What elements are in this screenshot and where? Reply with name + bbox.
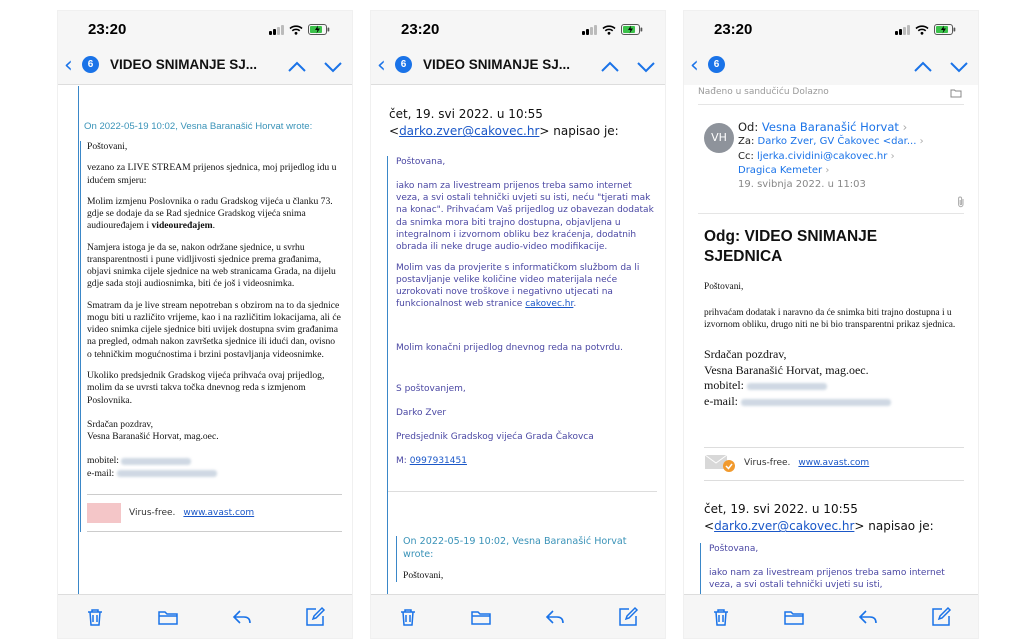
- to-recipients[interactable]: Darko Zver, GV Čakovec <dar...: [757, 136, 917, 148]
- mail-nav-bar: [58, 47, 352, 85]
- cc-recipient-1[interactable]: ljerka.cividini@cakovec.hr: [757, 150, 888, 162]
- thread-title: VIDEO SNIMANJE SJ...: [423, 57, 571, 72]
- thread-title: VIDEO SNIMANJE SJ...: [110, 57, 258, 72]
- battery-charging-icon: [308, 24, 330, 35]
- sender-email-link[interactable]: darko.zver@cakovec.hr: [399, 124, 540, 139]
- compose-icon[interactable]: [930, 606, 952, 628]
- quote-header: On 2022-05-19 10:02, Vesna Baranašić Horvat wrote:: [84, 121, 313, 132]
- avast-link[interactable]: www.avast.com: [183, 507, 255, 518]
- sender-name: Darko Zver: [396, 407, 447, 418]
- signature: Vesna Baranašić Horvat, mag.oec.: [704, 362, 869, 377]
- trash-icon[interactable]: [710, 606, 732, 628]
- sender-role: Predsjednik Gradskog vijeća Grada Čakovca: [396, 431, 594, 442]
- status-icons: [582, 24, 643, 35]
- previous-message-icon[interactable]: [914, 61, 932, 73]
- message-body: [371, 86, 665, 594]
- back-chevron-icon[interactable]: ‹: [377, 53, 386, 78]
- reply-date-line: čet, 19. svi 2022. u 10:55: [389, 107, 543, 121]
- phone-link[interactable]: 0997931451: [409, 456, 467, 467]
- closing: S poštovanjem,: [396, 383, 466, 394]
- previous-message-icon[interactable]: [288, 61, 306, 73]
- paragraph: Namjera istoga je da se, nakon održane sjednice, u svrhu transparentnosti i pune vidljivosti sjednice prema građanima, objavi snimka cijele sjednice na web stranicama Grada, na dijelu gdje sada stoji audiosnimka, biti će još i videosnimka.: [87, 241, 336, 290]
- reply-sender-line: <darko.zver@cakovec.hr> napisao je:: [389, 124, 619, 139]
- paragraph: Molim vas da provjerite s informatičkom službom da li postavljanje velike količine video materijala neće uzrokovati nove troškove i negativno utjecati na funkcionalnost web stranice cakovec.hr.: [396, 262, 640, 310]
- status-icons: [895, 24, 956, 35]
- greeting: Poštovana,: [709, 544, 759, 554]
- unread-count-badge[interactable]: 6: [708, 56, 725, 73]
- trash-icon[interactable]: [84, 606, 106, 628]
- closing: Srdačan pozdrav,: [87, 418, 153, 430]
- reply-icon[interactable]: [231, 606, 253, 628]
- header-details: Od: Vesna Baranašić Horvat › Za: Darko Zver, GV Čakovec <dar... › Cc: ljerka.cividini@cakovec.hr › Dragica Kemeter › 19. svibnja 2022. u 11:03: [738, 119, 966, 192]
- next-message-icon[interactable]: [637, 61, 655, 73]
- greeting: Poštovani,: [87, 141, 128, 152]
- wifi-icon: [289, 25, 303, 35]
- avast-mail-icon: [704, 453, 736, 473]
- closing: Srdačan pozdrav,: [704, 347, 787, 362]
- phone-line: M: 0997931451: [396, 456, 467, 467]
- paragraph: Ukoliko predsjednik Gradskog vijeća prihvaća ovaj prijedlog, molim da se uvrsti takva točka dnevnog reda s izmjenom Poslovnika.: [87, 369, 325, 406]
- message-body: [684, 85, 978, 594]
- clock: 23:20: [714, 21, 753, 38]
- avast-footer: Virus-free. www.avast.com: [704, 453, 869, 473]
- paragraph: Smatram da je live stream nepotreban s obzirom na to da sjednice mogu biti u različito vrijeme, kao i na različitim lokacijama, ali će video snimka cijele sjednice biti uvijek dostupna svim građanima na pregled, odmah nakon završetka sjednice ili idući dan, ovisno o tehničkim mogućnostima i brzini postavljanja videosnimke.: [87, 299, 341, 360]
- back-chevron-icon[interactable]: ‹: [690, 53, 699, 78]
- reply-date-line: čet, 19. svi 2022. u 10:55: [704, 502, 858, 516]
- sender-email-link[interactable]: darko.zver@cakovec.hr: [714, 519, 855, 534]
- quote-greeting: Poštovani,: [403, 569, 444, 581]
- mobile-line: mobitel:: [87, 455, 342, 467]
- reply-sender-line: <darko.zver@cakovec.hr> napisao je:: [704, 519, 934, 534]
- avast-footer: Virus-free. www.avast.com: [87, 503, 342, 523]
- message-body: [58, 86, 352, 594]
- mail-nav-bar: [684, 47, 978, 85]
- signal-icon: [582, 25, 597, 35]
- paragraph: iako nam za livestream prijenos treba samo internet veza, a svi ostali tehnički uvjeti su isti,: [709, 568, 945, 591]
- wifi-icon: [915, 25, 929, 35]
- trash-icon[interactable]: [397, 606, 419, 628]
- signal-icon: [895, 25, 910, 35]
- cc-recipient-2[interactable]: Dragica Kemeter: [738, 164, 823, 176]
- compose-icon[interactable]: [304, 606, 326, 628]
- greeting: Poštovana,: [396, 157, 446, 167]
- mail-nav-bar: [371, 47, 665, 85]
- wifi-icon: [602, 25, 616, 35]
- clock: 23:20: [401, 21, 440, 38]
- mailbox-folder-icon[interactable]: [950, 88, 962, 98]
- reply-icon[interactable]: [857, 606, 879, 628]
- next-message-icon[interactable]: [324, 61, 342, 73]
- full-thread-title: [0, 0, 1, 1]
- previous-message-icon[interactable]: [601, 61, 619, 73]
- email-line: e-mail:: [704, 394, 964, 410]
- unread-count-badge[interactable]: 6: [395, 56, 412, 73]
- quote-header: On 2022-05-19 10:02, Vesna Baranašić Horvat wrote:: [403, 536, 627, 560]
- bottom-toolbar: [371, 594, 665, 638]
- bottom-toolbar: [684, 594, 978, 638]
- status-bar: [58, 11, 352, 47]
- bottom-toolbar: [58, 594, 352, 638]
- subject: Odg: VIDEO SNIMANJE SJEDNICA: [704, 228, 878, 266]
- phone-screen-2: [370, 10, 666, 639]
- folder-icon[interactable]: [157, 606, 179, 628]
- attachment-paperclip-icon: [956, 196, 966, 208]
- phone-screen-1: [57, 10, 353, 639]
- mailbox-location-bar: Nađeno u sandučiću Dolazno: [698, 87, 964, 105]
- email-line: e-mail:: [87, 468, 342, 480]
- mobile-line: mobitel:: [704, 378, 964, 394]
- phone-screen-3: [683, 10, 979, 639]
- status-bar: [684, 11, 978, 47]
- reply-icon[interactable]: [544, 606, 566, 628]
- battery-charging-icon: [934, 24, 956, 35]
- folder-icon[interactable]: [470, 606, 492, 628]
- next-message-icon[interactable]: [950, 61, 968, 73]
- avast-link[interactable]: www.avast.com: [798, 458, 870, 468]
- paragraph: prihvaćam dodatak i naravno da će snimka biti trajno dostupna i u izvornom obliku, drugo niti ne bi bio transparentni prikaz sjednica.: [704, 308, 956, 331]
- greeting: Poštovani,: [704, 282, 744, 292]
- avatar[interactable]: VH: [704, 123, 734, 153]
- status-bar: [371, 11, 665, 47]
- compose-icon[interactable]: [617, 606, 639, 628]
- paragraph: iako nam za livestream prijenos treba samo internet veza, a svi ostali tehnički uvjeti su isti, neću "tjerati mak na konac". Prihvaćam Vaš prijedlog uz obavezan dodatak da snimka mora biti trajno dostupna, objavljena u integralnom i izvornom obliku bez kraćenja, dodatnih obrada ili neke druge audio-video modifikacije.: [396, 181, 654, 252]
- back-chevron-icon[interactable]: ‹: [64, 53, 73, 78]
- paragraph: Molim konačni prijedlog dnevnog reda na potvrdu.: [396, 342, 623, 353]
- from-sender[interactable]: Vesna Baranašić Horvat: [761, 120, 899, 134]
- website-link[interactable]: cakovec.hr: [525, 299, 574, 310]
- battery-charging-icon: [621, 24, 643, 35]
- avast-logo: [87, 503, 121, 523]
- signal-icon: [269, 25, 284, 35]
- message-date: 19. svibnja 2022. u 11:03: [738, 178, 866, 190]
- paragraph: vezano za LIVE STREAM prijenos sjednica, moj prijedlog idu u idućem smjeru:: [87, 162, 337, 186]
- signature: Vesna Baranašić Horvat, mag.oec.: [87, 431, 219, 443]
- clock: 23:20: [88, 21, 127, 38]
- folder-icon[interactable]: [783, 606, 805, 628]
- status-icons: [269, 24, 330, 35]
- unread-count-badge[interactable]: 6: [82, 56, 99, 73]
- paragraph: Molim izmjenu Poslovnika o radu Gradskog vijeća u članku 73. gdje se dodaje da se Rad sjednice Gradskog vijeća snima audiouređajem i videouređajem.: [87, 195, 333, 232]
